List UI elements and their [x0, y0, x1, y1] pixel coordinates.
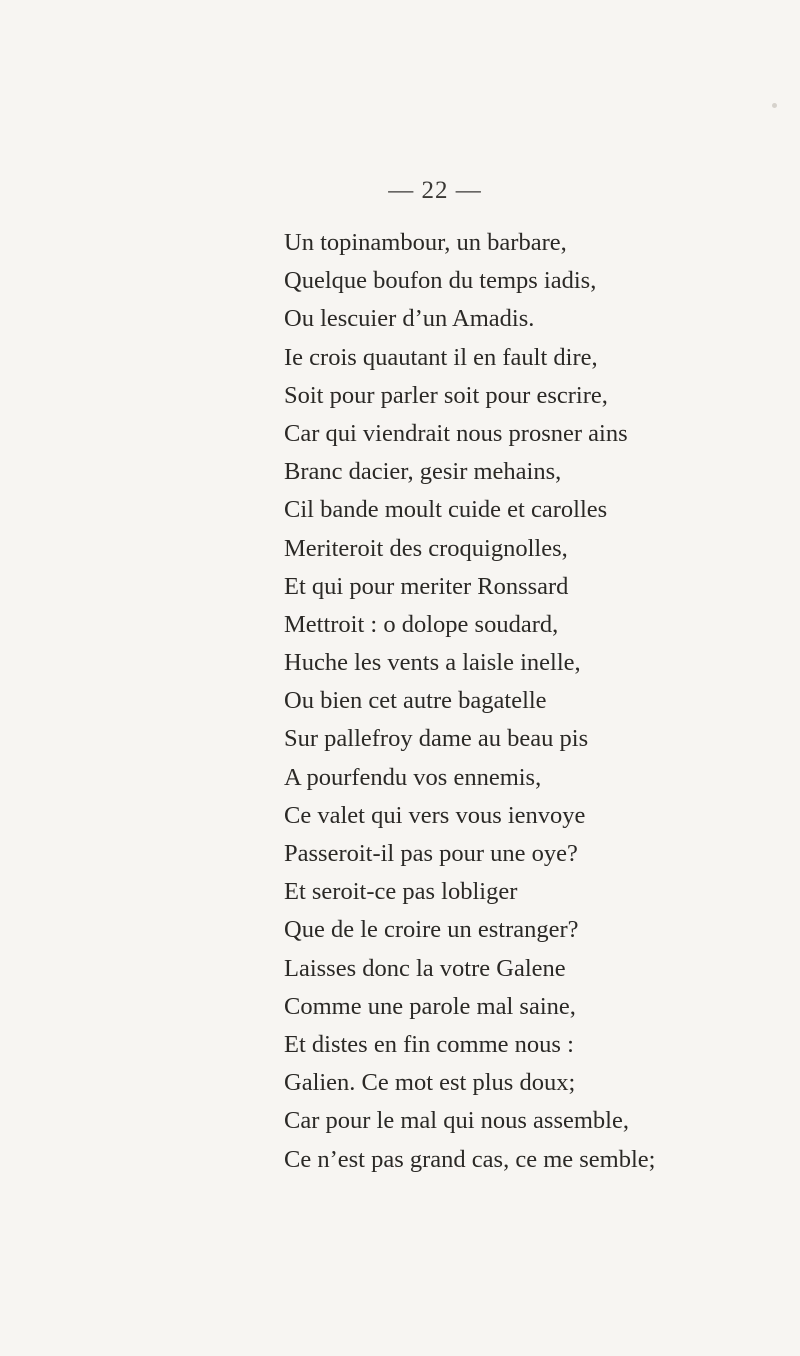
verse-line: Et qui pour meriter Ronssard [284, 572, 569, 600]
verse-line: Branc dacier, gesir mehains, [284, 458, 562, 486]
verse-line: Et distes en fin comme nous : [284, 1030, 574, 1058]
verse-line: Que de le croire un estranger? [284, 916, 579, 944]
verse-line: Car qui viendrait nous prosner ains [284, 419, 628, 447]
verse-line: Cil bande moult cuide et carolles [284, 496, 608, 524]
page-number: — 22 — [388, 177, 482, 204]
verse-line: Ou bien cet autre bagatelle [284, 687, 547, 715]
verse-line: Un topinambour, un barbare, [284, 229, 567, 256]
verse-line: Car pour le mal qui nous assemble, [284, 1107, 629, 1135]
verse-line: Soit pour parler soit pour escrire, [284, 381, 608, 409]
verse-line: Ce n’est pas grand cas, ce me semble; [284, 1145, 656, 1173]
verse-line: Ce valet qui vers vous ienvoye [284, 801, 586, 829]
verse-line: Et seroit-ce pas lobliger [284, 878, 518, 906]
verse-line: Comme une parole mal saine, [284, 992, 576, 1020]
verse-line: Sur pallefroy dame au beau pis [284, 725, 589, 753]
verse-line: Mettroit : o dolope soudard, [284, 610, 559, 638]
verse-line: Huche les vents a laisle inelle, [284, 649, 581, 677]
verse-line: Ie crois quautant il en fault dire, [284, 343, 598, 371]
verse-line: A pourfendu vos ennemis, [284, 763, 542, 791]
verse-line: Laisses donc la votre Galene [284, 954, 566, 982]
verse-line: Quelque boufon du temps iadis, [284, 267, 597, 295]
verse-line: Ou lescuier d’un Amadis. [284, 305, 535, 333]
verse-line: Meriteroit des croquignolles, [284, 534, 568, 562]
poem-verses [284, 224, 784, 1179]
verse-line: Passeroit-il pas pour une oye? [284, 840, 578, 867]
paper-spot [772, 103, 777, 108]
verse-line: Galien. Ce mot est plus doux; [284, 1069, 576, 1097]
